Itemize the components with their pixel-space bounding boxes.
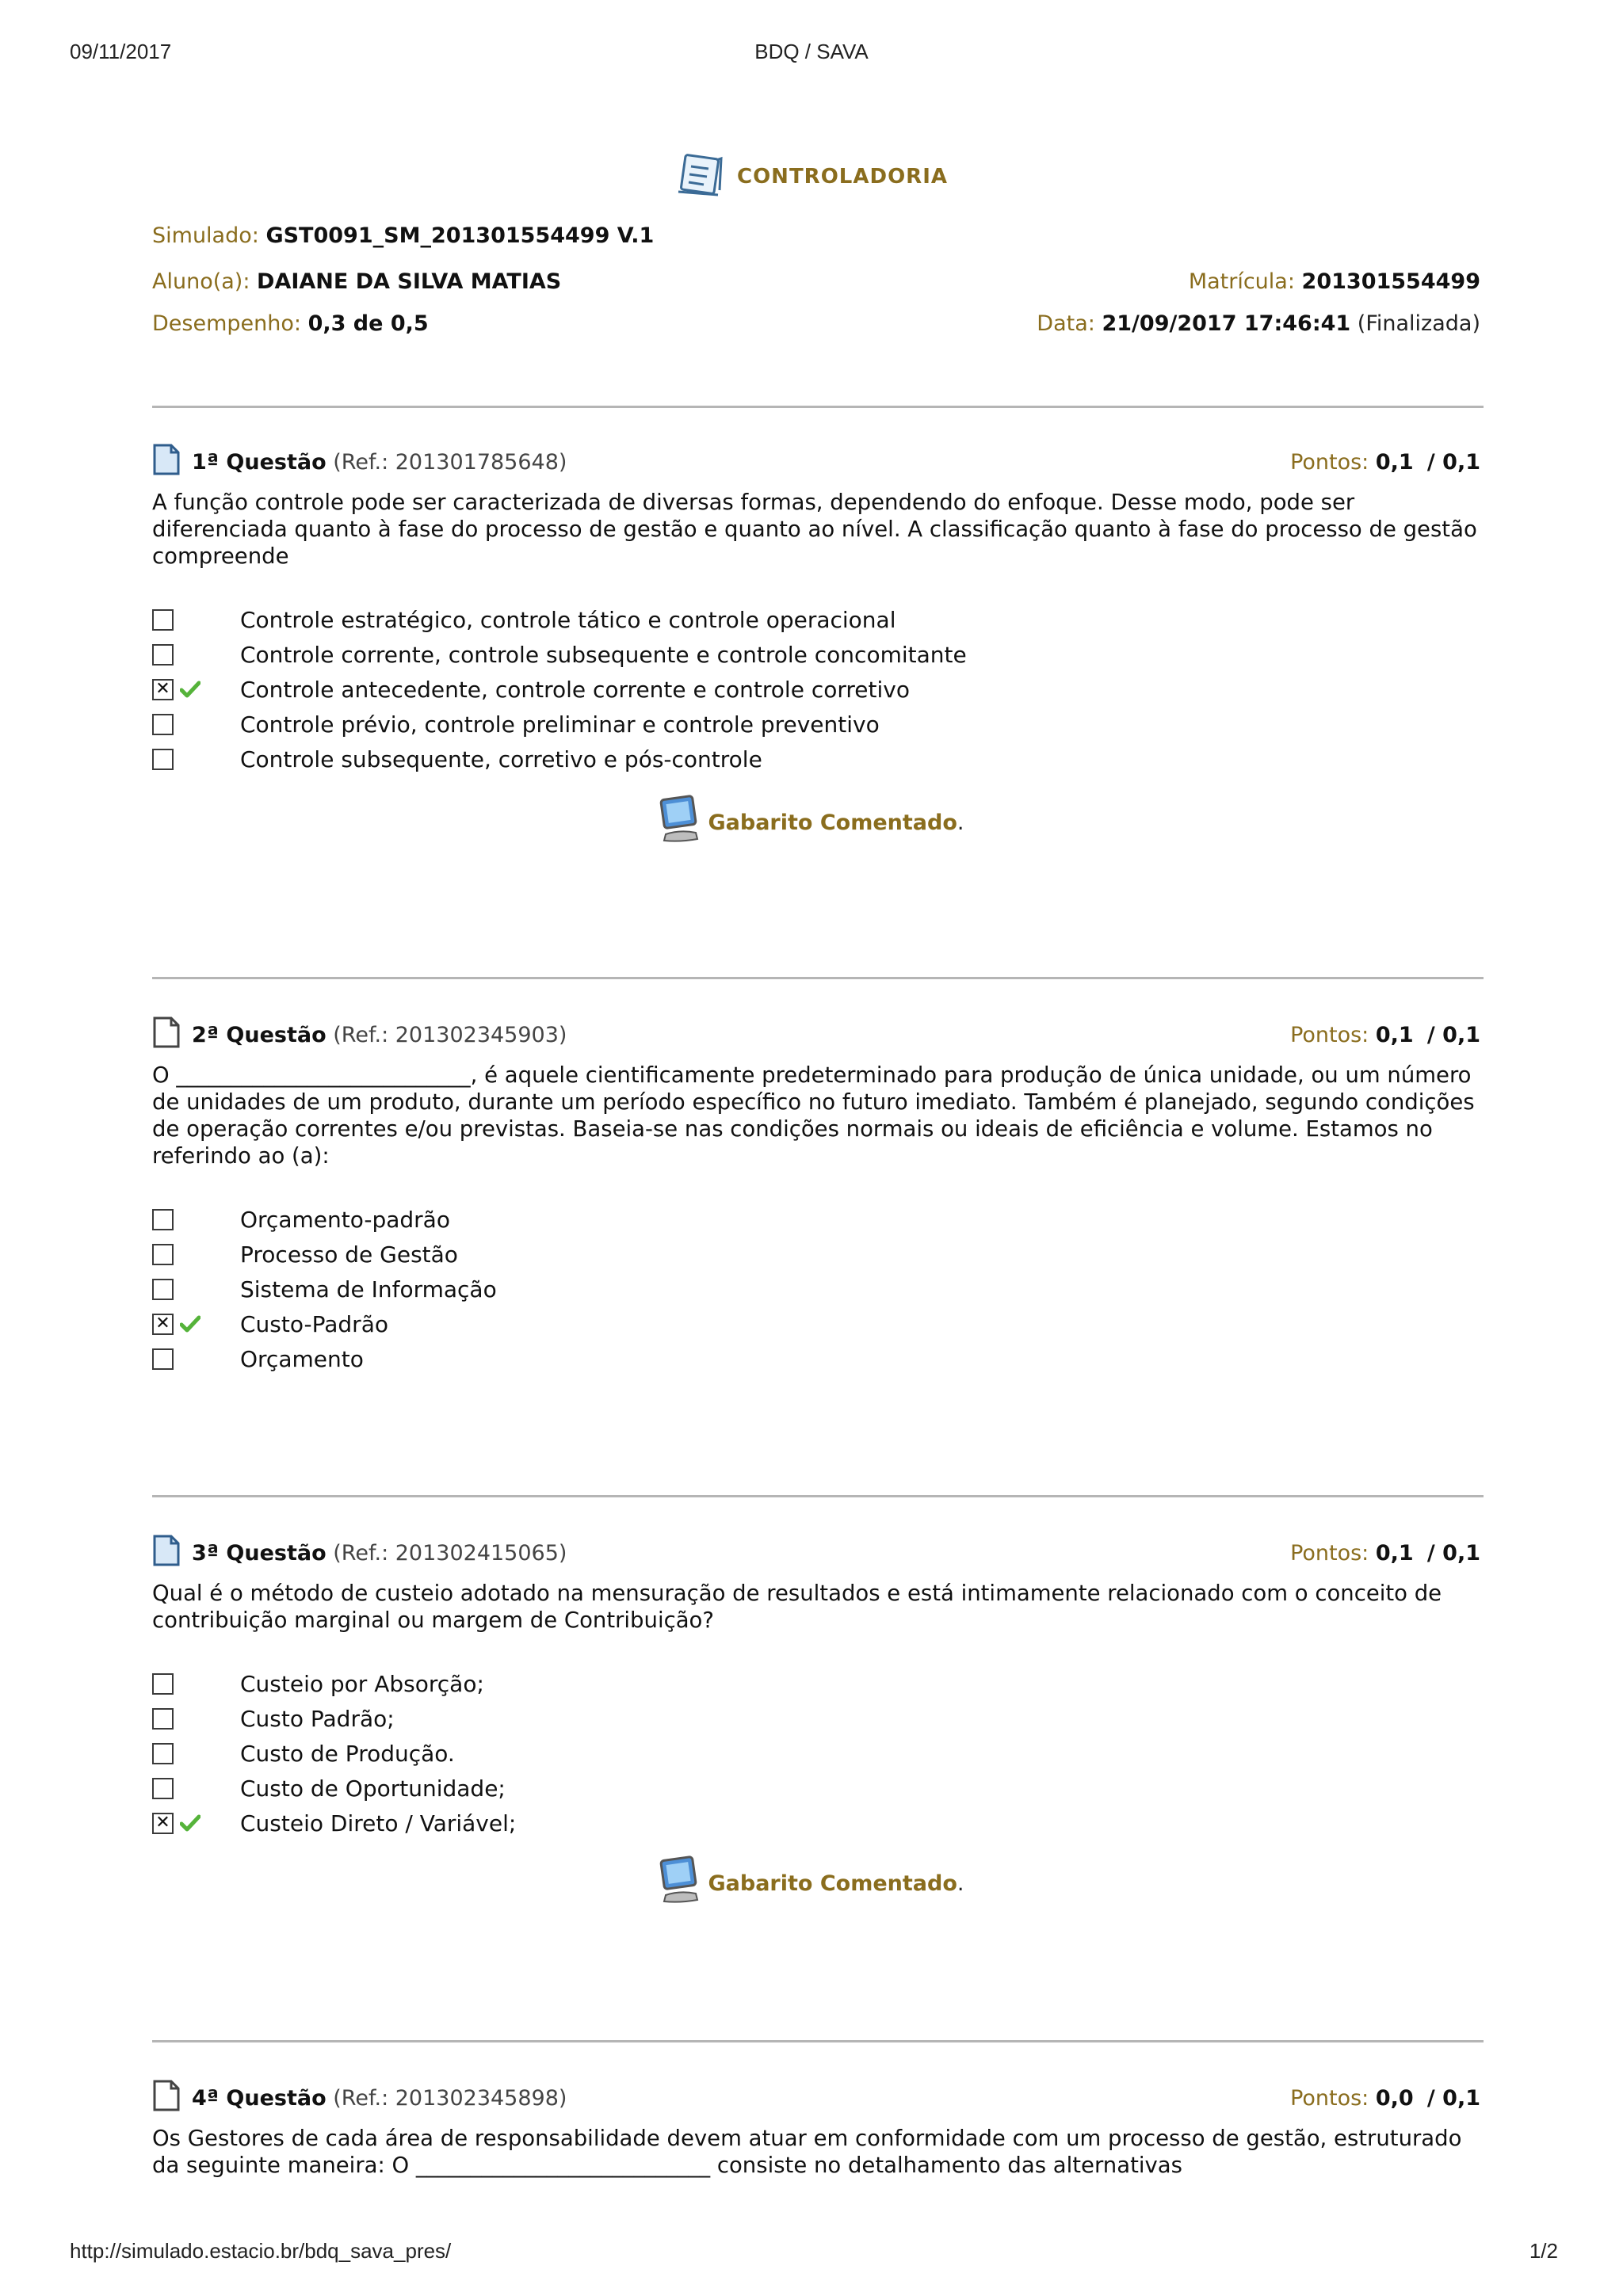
notebook-icon: [675, 152, 726, 201]
checkbox[interactable]: [152, 1673, 174, 1695]
matricula-value: 201301554499: [1301, 269, 1480, 294]
option[interactable]: [152, 1341, 364, 1376]
checkbox[interactable]: [152, 1244, 174, 1265]
document-icon: [152, 444, 181, 481]
points-value: 0,1: [1375, 450, 1414, 475]
option[interactable]: [152, 1736, 455, 1771]
document-icon: [152, 1535, 181, 1572]
data-label: Data:: [1037, 311, 1095, 336]
points-max: / 0,1: [1426, 2086, 1480, 2111]
option[interactable]: [152, 637, 967, 672]
option-text: Custo de Oportunidade;: [240, 1775, 506, 1802]
simulado-value: GST0091_SM_201301554499 V.1: [265, 223, 655, 248]
monitor-icon: [659, 1855, 701, 1912]
course-name: CONTROLADORIA: [737, 165, 948, 189]
option-text: Orçamento: [240, 1345, 364, 1372]
option[interactable]: [152, 742, 762, 776]
question-number: 3ª Questão: [192, 1541, 327, 1566]
checkbox[interactable]: [152, 644, 174, 666]
checkbox[interactable]: [152, 1743, 174, 1764]
desempenho-label: Desempenho:: [152, 311, 301, 336]
option-text: Custo Padrão;: [240, 1705, 395, 1732]
option-text: Orçamento-padrão: [240, 1206, 450, 1233]
desempenho-row: [152, 311, 1480, 336]
option-selected-correct[interactable]: [152, 672, 910, 707]
option-text: Custo-Padrão: [240, 1310, 388, 1337]
option-text: Controle estratégico, controle tático e controle operacional: [240, 606, 896, 633]
option-text: Custo de Produção.: [240, 1740, 455, 1767]
question-text: Os Gestores de cada área de responsabilidade devem atuar em conformidade com um processo de gestão, estruturado da seguinte maneira: O ___________________________ consiste no detalhamento das alternativas: [152, 2126, 1462, 2178]
checkbox[interactable]: [152, 1778, 174, 1799]
simulado-row: [152, 223, 1480, 248]
question-number: 4ª Questão: [192, 2086, 327, 2111]
checkbox[interactable]: [152, 1279, 174, 1300]
option-text: Custeio por Absorção;: [240, 1670, 484, 1697]
gabarito-link[interactable]: Gabarito Comentado.: [0, 795, 1623, 851]
aluno-row: [152, 269, 1480, 294]
green-check-icon: [180, 1315, 208, 1333]
gabarito-link[interactable]: Gabarito Comentado.: [0, 1855, 1623, 1912]
divider: [152, 406, 1484, 408]
option-text: Processo de Gestão: [240, 1241, 458, 1268]
status-text: (Finalizada): [1357, 311, 1480, 336]
divider: [152, 2040, 1484, 2042]
question-ref: (Ref.: 201302345898): [333, 2086, 567, 2111]
option[interactable]: [152, 1666, 484, 1701]
points-max: / 0,1: [1426, 450, 1480, 475]
points-max: / 0,1: [1426, 1541, 1480, 1566]
gabarito-label[interactable]: Gabarito Comentado: [708, 1871, 957, 1896]
points-label: Pontos:: [1290, 1541, 1369, 1566]
option-text: Controle subsequente, corretivo e pós-controle: [240, 746, 762, 772]
points-value: 0,0: [1375, 2086, 1414, 2111]
points-label: Pontos:: [1290, 2086, 1369, 2111]
points-max: / 0,1: [1426, 1023, 1480, 1047]
checkbox[interactable]: [152, 1708, 174, 1730]
checkbox[interactable]: [152, 714, 174, 735]
question-text: Qual é o método de custeio adotado na mensuração de resultados e está intimamente relacionado com o conceito de contribuição marginal ou margem de Contribuição?: [152, 1581, 1442, 1633]
option[interactable]: [152, 1237, 458, 1272]
question-number: 1ª Questão: [192, 450, 327, 475]
question-ref: (Ref.: 201302345903): [333, 1023, 567, 1047]
question-number: 2ª Questão: [192, 1023, 327, 1047]
print-page-number: 1/2: [1529, 2239, 1558, 2263]
checkbox[interactable]: [152, 1209, 174, 1230]
option-text: Controle prévio, controle preliminar e controle preventivo: [240, 711, 880, 738]
checked-checkbox[interactable]: ✕: [152, 1314, 174, 1335]
document-icon: [152, 2080, 181, 2117]
option-text: Controle antecedente, controle corrente e controle corretivo: [240, 676, 910, 703]
question-ref: (Ref.: 201302415065): [333, 1541, 567, 1566]
print-date: 09/11/2017: [70, 40, 172, 63]
question-header: [152, 1535, 1480, 1572]
data-value: 21/09/2017 17:46:41: [1102, 311, 1351, 336]
aluno-label: Aluno(a):: [152, 269, 250, 294]
desempenho-value: 0,3 de 0,5: [307, 311, 429, 336]
aluno-value: DAIANE DA SILVA MATIAS: [257, 269, 562, 294]
option[interactable]: [152, 707, 880, 742]
question-ref: (Ref.: 201301785648): [333, 450, 567, 475]
option-selected-correct[interactable]: [152, 1806, 517, 1840]
checkbox[interactable]: [152, 1348, 174, 1370]
option[interactable]: [152, 1202, 450, 1237]
option-selected-correct[interactable]: [152, 1306, 388, 1341]
document-icon: [152, 1016, 181, 1054]
green-check-icon: [180, 1814, 208, 1832]
checked-checkbox[interactable]: ✕: [152, 679, 174, 700]
option-text: Custeio Direto / Variável;: [240, 1810, 517, 1836]
question-text: A função controle pode ser caracterizada de diversas formas, dependendo do enfoque. Desse modo, pode ser diferenciada quanto à fase do processo de gestão e quanto ao nível. A classificação quanto à fase do processo de gestão compreende: [152, 490, 1477, 569]
print-title: BDQ / SAVA: [754, 40, 869, 63]
points-value: 0,1: [1375, 1023, 1414, 1047]
points-label: Pontos:: [1290, 1023, 1369, 1047]
option[interactable]: [152, 1272, 497, 1306]
divider: [152, 1495, 1484, 1497]
course-header: [0, 152, 1623, 201]
question-text: O ___________________________, é aquele cientificamente predeterminado para produção de única unidade, ou um número de unidades de um produto, durante um período específico no futuro imediato. Também é planejado, segundo condições de operação correntes e/ou previstas. Baseia-se nas condições normais ou ideais de eficiência e volume. Estamos no referindo ao (a):: [152, 1062, 1475, 1169]
points-label: Pontos:: [1290, 450, 1369, 475]
option[interactable]: [152, 602, 896, 637]
question-header: [152, 444, 1480, 481]
print-url: http://simulado.estacio.br/bdq_sava_pres/: [70, 2239, 452, 2263]
monitor-icon: [659, 795, 701, 851]
question-header: [152, 2080, 1480, 2117]
gabarito-label[interactable]: Gabarito Comentado: [708, 810, 957, 835]
checkbox[interactable]: [152, 749, 174, 770]
points-value: 0,1: [1375, 1541, 1414, 1566]
checkbox[interactable]: [152, 609, 174, 631]
option-text: Sistema de Informação: [240, 1276, 497, 1302]
checked-checkbox[interactable]: ✕: [152, 1813, 174, 1834]
divider: [152, 977, 1484, 979]
option[interactable]: [152, 1771, 506, 1806]
green-check-icon: [180, 681, 208, 698]
option-text: Controle corrente, controle subsequente e controle concomitante: [240, 641, 967, 668]
matricula-label: Matrícula:: [1188, 269, 1295, 294]
question-header: [152, 1016, 1480, 1054]
option[interactable]: [152, 1701, 395, 1736]
simulado-label: Simulado:: [152, 223, 259, 248]
